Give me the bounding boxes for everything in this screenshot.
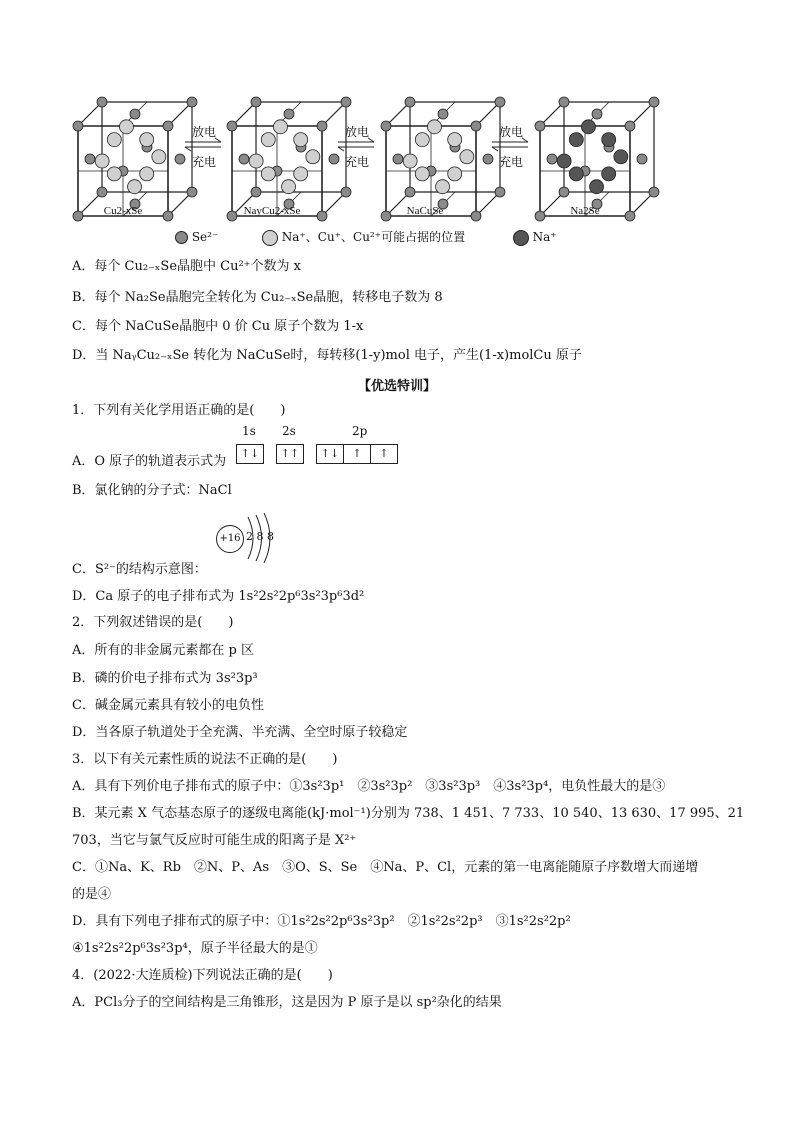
q3-stem: 3．以下有关元素性质的说法不正确的是( ) bbox=[72, 752, 338, 767]
cation-site bbox=[448, 167, 462, 181]
se-atom bbox=[471, 121, 481, 131]
q2-stem: 2．下列叙述错误的是( ) bbox=[72, 615, 234, 630]
s-structure-diagram bbox=[216, 513, 286, 563]
caption-cu2xse: Cu2-xSe bbox=[103, 205, 143, 217]
q2-option-d: D．当各原子轨道处于全充满、半充满、全空时原子较稳定 bbox=[72, 725, 408, 740]
cation-site bbox=[273, 120, 287, 134]
legend-na-dot bbox=[513, 230, 529, 246]
se-atom bbox=[130, 109, 140, 119]
q2-option-b: B．磷的价电子排布式为 3s²3p³ bbox=[72, 671, 258, 686]
se-atom bbox=[163, 121, 173, 131]
q0-option-c: C．每个 NaCuSe晶胞中 0 价 Cu 原子个数为 1-x bbox=[72, 319, 364, 334]
se-atom bbox=[163, 211, 173, 221]
caption-nacu2xse: NayCu2-xSe bbox=[243, 205, 301, 217]
orbital-box-2s: ↑↑ bbox=[276, 444, 304, 464]
cation-site bbox=[107, 167, 121, 181]
cation-site bbox=[249, 154, 263, 168]
q0-option-b: B．每个 Na₂Se晶胞完全转化为 Cu₂₋ₓSe晶胞，转移电子数为 8 bbox=[72, 290, 443, 305]
orbital-label-1s: 1s bbox=[242, 424, 256, 438]
arrow-bottom-3: 充电 bbox=[499, 155, 524, 169]
se-atom bbox=[649, 97, 659, 107]
se-atom bbox=[251, 97, 261, 107]
se-atom bbox=[187, 97, 197, 107]
q4-option-a: A．PCl₃分子的空间结构是三角锥形，这是因为 P 原子是以 sp²杂化的结果 bbox=[72, 995, 502, 1010]
q2-option-a: A．所有的非金属元素都在 p 区 bbox=[72, 643, 254, 658]
legend-se-dot bbox=[175, 231, 188, 244]
se-atom bbox=[547, 154, 557, 164]
q1-option-d: D．Ca 原子的电子排布式为 1s²2s²2p⁶3s²3p⁶3d² bbox=[72, 589, 365, 604]
cation-site bbox=[294, 167, 308, 181]
cation-site bbox=[460, 150, 474, 164]
se-atom bbox=[97, 187, 107, 197]
se-atom bbox=[559, 97, 569, 107]
cation-site bbox=[415, 167, 429, 181]
se-atom bbox=[637, 154, 647, 164]
legend-se-label: Se²⁻ bbox=[191, 230, 219, 244]
arrow-top-2: 放电 bbox=[345, 125, 370, 139]
arrow-top-3: 放电 bbox=[499, 125, 524, 139]
arrow-top-1: 放电 bbox=[192, 125, 217, 139]
q4-stem: 4．(2022·大连质检)下列说法正确的是( ) bbox=[72, 968, 333, 983]
se-atom bbox=[317, 121, 327, 131]
orbital-box-2p-2: ↑ bbox=[343, 444, 371, 464]
se-atom bbox=[341, 187, 351, 197]
s-shells: 2 8 8 bbox=[246, 530, 274, 543]
q3-option-b-line1: B．某元素 X 气态基态原子的逐级电离能(kJ·mol⁻¹)分别为 738、1 451、7 733、10 540、13 630、17 995、21 bbox=[72, 806, 745, 821]
orbital-label-2p: 2p bbox=[352, 424, 368, 438]
cation-site bbox=[261, 133, 275, 147]
se-atom bbox=[284, 109, 294, 119]
se-atom bbox=[317, 211, 327, 221]
q3-option-a: A．具有下列价电子排布式的原子中：①3s²3p¹ ②3s²3p² ③3s²3p³ ④3s²3p⁴，电负性最大的是③ bbox=[72, 779, 666, 794]
se-atom bbox=[405, 97, 415, 107]
arrow-bottom-2: 充电 bbox=[345, 155, 370, 169]
se-atom bbox=[405, 187, 415, 197]
se-atom bbox=[251, 187, 261, 197]
cation-site bbox=[128, 180, 142, 194]
q1-stem: 1．下列有关化学用语正确的是( ) bbox=[72, 403, 286, 418]
na-atom bbox=[557, 154, 571, 168]
se-atom bbox=[495, 187, 505, 197]
q0-option-a: A．每个 Cu₂₋ₓSe晶胞中 Cu²⁺个数为 x bbox=[72, 259, 302, 274]
legend-site-dot bbox=[262, 230, 278, 246]
se-atom bbox=[592, 109, 602, 119]
se-atom bbox=[175, 154, 185, 164]
legend-na-label: Na⁺ bbox=[532, 230, 557, 244]
q3-option-b-line2: 703，当它与氯气反应时可能生成的阳离子是 X²⁺ bbox=[72, 833, 357, 848]
cation-site bbox=[427, 120, 441, 134]
orbital-label-2s: 2s bbox=[282, 424, 296, 438]
orbital-box-1s: ↑↓ bbox=[236, 444, 264, 464]
na-atom bbox=[602, 133, 616, 147]
cation-site bbox=[415, 133, 429, 147]
cation-site bbox=[261, 167, 275, 181]
q0-option-d: D．当 NaᵧCu₂₋ₓSe 转化为 NaCuSe时，每转移(1-y)mol 电子，产生(1-x)molCu 原子 bbox=[72, 348, 582, 363]
arrow-bottom-1: 充电 bbox=[192, 155, 217, 169]
q2-option-c: C．碱金属元素具有较小的电负性 bbox=[72, 698, 264, 713]
q1-option-a: A．O 原子的轨道表示式为 bbox=[72, 454, 227, 469]
se-atom bbox=[495, 97, 505, 107]
q1-option-c: C．S²⁻的结构示意图： bbox=[72, 562, 207, 577]
se-atom bbox=[187, 187, 197, 197]
se-atom bbox=[438, 109, 448, 119]
q3-option-c-line1: C．①Na、K、Rb ②N、P、As ③O、S、Se ④Na、P、Cl，元素的第一电离能随原子序数增大而递增 bbox=[72, 860, 699, 875]
se-atom bbox=[471, 211, 481, 221]
se-atom bbox=[73, 121, 83, 131]
se-atom bbox=[97, 97, 107, 107]
se-atom bbox=[381, 121, 391, 131]
na-atom bbox=[569, 167, 583, 181]
cation-site bbox=[152, 150, 166, 164]
orbital-box-2p-1: ↑↓ bbox=[316, 444, 344, 464]
se-atom bbox=[239, 154, 249, 164]
se-atom bbox=[625, 121, 635, 131]
cation-site bbox=[403, 154, 417, 168]
se-atom bbox=[483, 154, 493, 164]
se-atom bbox=[625, 211, 635, 221]
se-atom bbox=[649, 187, 659, 197]
s-nucleus: +16 bbox=[216, 525, 244, 553]
cation-site bbox=[140, 167, 154, 181]
caption-na2se: Na2Se bbox=[570, 205, 600, 217]
se-atom bbox=[535, 121, 545, 131]
section-title: 【优选特训】 bbox=[357, 379, 436, 394]
se-atom bbox=[535, 211, 545, 221]
cation-site bbox=[448, 133, 462, 147]
cation-site bbox=[107, 133, 121, 147]
na-atom bbox=[590, 180, 604, 194]
na-atom bbox=[602, 167, 616, 181]
q3-option-d-line1: D．具有下列电子排布式的原子中：①1s²2s²2p⁶3s²3p² ②1s²2s²2p³ ③1s²2s²2p² bbox=[72, 914, 571, 929]
se-atom bbox=[227, 121, 237, 131]
na-atom bbox=[569, 133, 583, 147]
caption-nacuse: NaCuSe bbox=[406, 205, 444, 217]
se-atom bbox=[559, 187, 569, 197]
cation-site bbox=[436, 180, 450, 194]
cation-site bbox=[95, 154, 109, 168]
q3-option-d-line2: ④1s²2s²2p⁶3s²3p⁴，原子半径最大的是① bbox=[72, 941, 318, 956]
orbital-box-2p-3: ↑ bbox=[370, 444, 398, 464]
q1-option-b: B．氯化钠的分子式：NaCl bbox=[72, 483, 232, 498]
se-atom bbox=[73, 211, 83, 221]
cation-site bbox=[294, 133, 308, 147]
se-atom bbox=[329, 154, 339, 164]
se-atom bbox=[341, 97, 351, 107]
q3-option-c-line2: 的是④ bbox=[72, 887, 112, 902]
legend-site-label: Na⁺、Cu⁺、Cu²⁺可能占据的位置 bbox=[281, 230, 466, 244]
cation-site bbox=[140, 133, 154, 147]
legend bbox=[175, 228, 557, 246]
na-atom bbox=[581, 120, 595, 134]
cation-site bbox=[282, 180, 296, 194]
cation-site bbox=[119, 120, 133, 134]
cation-site bbox=[306, 150, 320, 164]
na-atom bbox=[614, 150, 628, 164]
se-atom bbox=[393, 154, 403, 164]
se-atom bbox=[85, 154, 95, 164]
